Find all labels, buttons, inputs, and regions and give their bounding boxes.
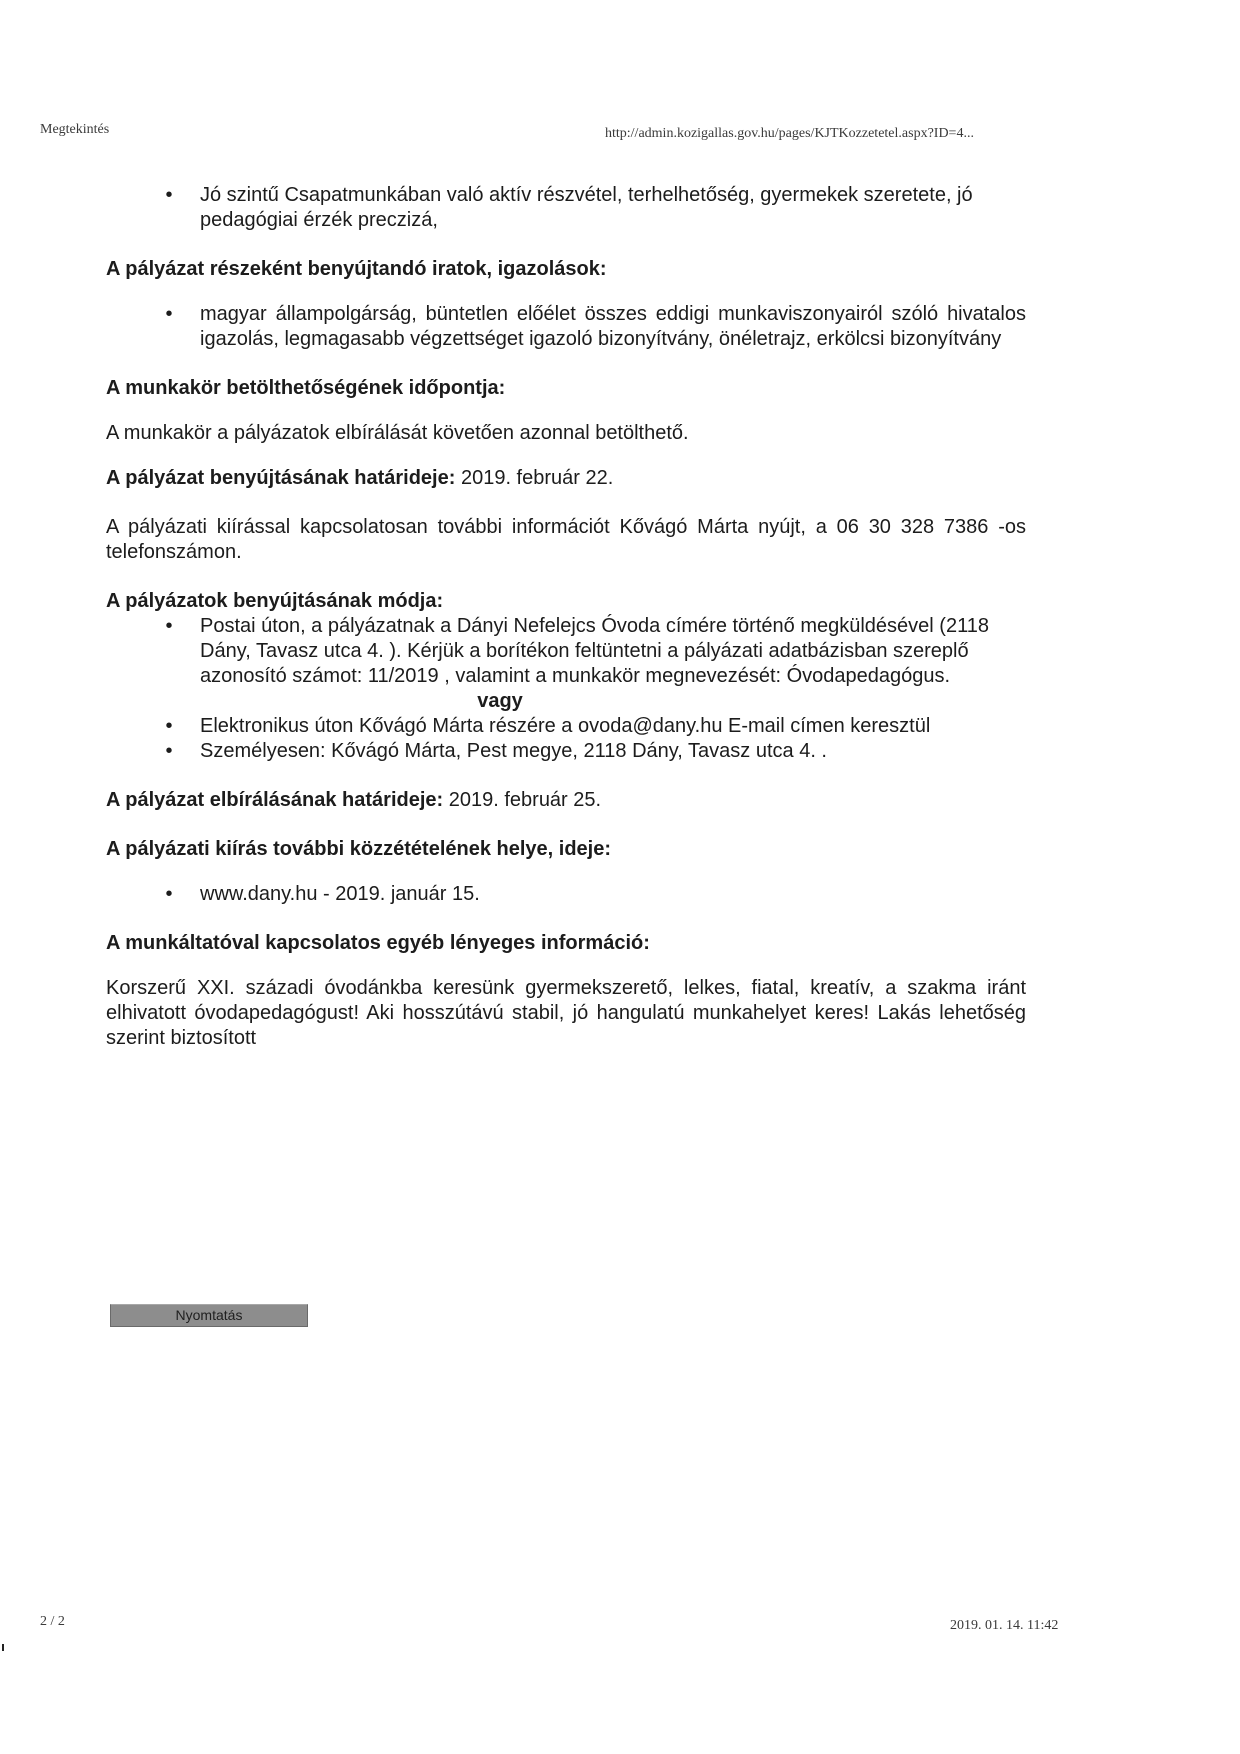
deadline-line — [106, 466, 1026, 491]
list-item — [106, 714, 1026, 739]
contact-text: A pályázati kiírással kapcsolatosan további információt Kővágó Márta nyújt, a 06 30 328 7386 -os telefonszámon. — [106, 516, 1026, 563]
documents-text: magyar állampolgárság, büntetlen előélet összes eddigi munkaviszonyairól szóló hivatalos igazolás, legmagasabb végzettséget igazoló bizonyítvány, önéletrajz, erkölcsi bizonyítvány — [200, 303, 1026, 350]
list-item — [106, 183, 1026, 233]
evaluation-value: 2019. február 25. — [443, 789, 602, 811]
start-date-heading: A munkakör betölthetőségének időpontja: — [106, 377, 506, 399]
bullet-icon: • — [165, 615, 173, 637]
submission-list — [106, 614, 1026, 764]
evaluation-line — [106, 788, 1026, 813]
scan-mark — [2, 1644, 4, 1651]
bullet-icon: • — [165, 303, 173, 325]
publication-text: www.dany.hu - 2019. január 15. — [200, 883, 480, 905]
submission-postal-text: Postai úton, a pályázatnak a Dányi Nefelejcs Óvoda címére történő megküldésével (2118 Dány, Tavasz utca 4. ). Kérjük a borítékon feltüntetni a pályázati adatbázisban szereplő azonosító számot: 11/2019 , valamint a munkakör megnevezését: Óvodapedagógus. — [200, 615, 989, 687]
bullet-icon: • — [165, 740, 173, 762]
documents-heading: A pályázat részeként benyújtandó iratok, igazolások: — [106, 258, 607, 280]
employer-info-text: Korszerű XXI. századi óvodánkba keresünk gyermekszerető, lelkes, fiatal, kreatív, a szakma iránt elhivatott óvodapedagógust! Aki hosszútávú stabil, jó hangulatú munkahelyet keres! Lakás lehetőség szerint biztosított — [106, 977, 1026, 1049]
submission-heading: A pályázatok benyújtásának módja: — [106, 590, 444, 612]
requirements-list — [106, 183, 1026, 233]
publication-list — [106, 882, 1026, 907]
job-posting-content — [106, 183, 1026, 1051]
submission-electronic-text: Elektronikus úton Kővágó Márta részére a ovoda@dany.hu E-mail címen keresztül — [200, 715, 931, 737]
documents-list — [106, 302, 1026, 352]
print-button[interactable]: Nyomtatás — [110, 1304, 308, 1327]
list-item — [106, 882, 1026, 907]
page-number: 2 / 2 — [40, 1614, 65, 1629]
start-date-text: A munkakör a pályázatok elbírálását követően azonnal betölthető. — [106, 422, 689, 444]
print-header-title: Megtekintés — [40, 122, 110, 137]
publication-heading: A pályázati kiírás további közzétételének helye, ideje: — [106, 838, 612, 860]
list-item — [106, 302, 1026, 352]
deadline-value: 2019. február 22. — [455, 467, 614, 489]
evaluation-label: A pályázat elbírálásának határideje: — [106, 789, 444, 811]
print-timestamp: 2019. 01. 14. 11:42 — [950, 1618, 1059, 1633]
list-item — [106, 614, 1026, 689]
deadline-label: A pályázat benyújtásának határideje: — [106, 467, 456, 489]
submission-personal-text: Személyesen: Kővágó Márta, Pest megye, 2118 Dány, Tavasz utca 4. . — [200, 740, 827, 762]
submission-separator: vagy — [477, 690, 523, 712]
bullet-icon: • — [165, 883, 173, 905]
print-header-url: http://admin.kozigallas.gov.hu/pages/KJTKozzetetel.aspx?ID=4... — [605, 126, 974, 141]
requirement-text: Jó szintű Csapatmunkában való aktív részvétel, terhelhetőség, gyermekek szeretete, jó pedagógiai érzék preczizá, — [200, 184, 973, 231]
employer-info-heading: A munkáltatóval kapcsolatos egyéb lényeges információ: — [106, 932, 650, 954]
bullet-icon: • — [165, 184, 173, 206]
bullet-icon: • — [165, 715, 173, 737]
list-item — [106, 739, 1026, 764]
